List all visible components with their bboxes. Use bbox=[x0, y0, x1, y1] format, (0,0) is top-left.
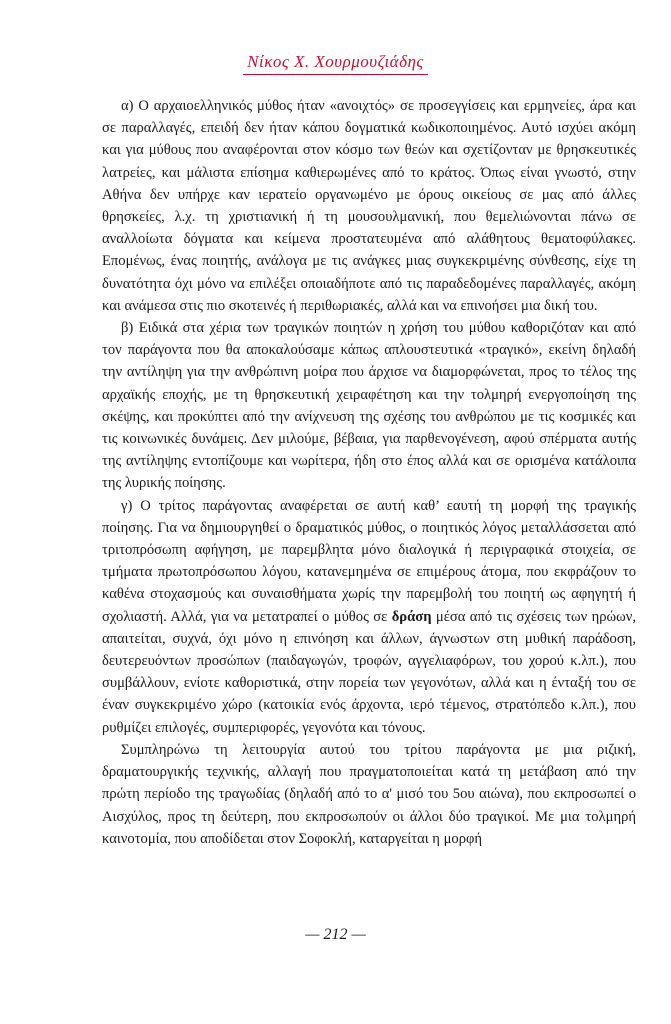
paragraph-c-text-before: γ) Ο τρίτος παράγοντας αναφέρεται σε αυτή καθ’ εαυτή τη μορφή της τραγικής ποίησης. Για να δημιουργηθεί ο δραματικός μύθος, ο ποιητικός λόγος μεταλλάσσεται από τριτοπρόσωπη αφήγηση, με παρεμβλητα μόνο διαλογικά ή περιγραφικά στοιχεία, σε τμήματα πρωτοπρόσωπου λόγου, κατανεμημένα σε επιμέρους άτομα, που εκφράζουν το καθένα στοχασμούς και συναισθήματα χωρίς την παρεμβολή του ποιητή ως αφηγητή ή σχολιαστή. Αλλά, για να μετατραπεί ο μύθος σε bbox=[102, 497, 636, 625]
paragraph-d: Συμπληρώνω τη λειτουργία αυτού του τρίτου παράγοντα με μια ριζική, δραματουργικής τεχνικής, αλλαγή που πραγματοποιείται κατά τη μετάβαση από την πρώτη περίοδο της τραγωδίας (δηλαδή από το α' μισό του 5ου αιώνα), που εκπροσωπεί ο Αισχύλος, προς τη δεύτερη, που εκπροσωπούν οι άλλοι δύο τραγικοί. Με μια τολμηρή καινοτομία, που αποδίδεται στον Σοφοκλή, καταργείται η μορφή bbox=[102, 741, 636, 847]
paragraph-c-text-after: μέσα από τις σχέσεις των ηρώων, απαιτείται, συχνά, όχι μόνο η επινόηση και άλλων, άγνωστων στη μυθική παράδοση, δευτερευόντων προσώπων (παιδαγωγών, τροφών, αγγελιαφόρων, του χορού κ.λπ.), που συμβάλλουν, ενίοτε καθοριστικά, στην πορεία των γεγονότων, αλλά και η ένταξή του σε έναν συγκεκριμένο χώρο (κατοικία ενός άρχοντα, ιερό τέμενος, στρατόπεδο κ.λπ.), που ρυθμίζει επιλογές, συμπεριφορές, γεγονότα και τόνους. bbox=[102, 608, 636, 736]
running-head bbox=[0, 52, 671, 75]
main-text bbox=[102, 95, 636, 850]
paragraph-b: β) Ειδικά στα χέρια των τραγικών ποιητών η χρήση του μύθου καθοριζόταν και από τον παράγοντα που θα αποκαλούσαμε κάπως απλουστευτικά «τραγικό», εκείνη δηλαδή την αντίληψη για την ανθρώπινη μοίρα που άρχισε να διαμορφώνεται, προς το τέλος της αρχαϊκής εποχής, με τη θρησκευτική χειραφέτηση και την τολμηρή ενεργοποίηση της σκέψης, και προκύπτει από την ανίχνευση της σχέσης του ανθρώπου με τις κοσμικές και τις κοινωνικές δυνάμεις. Δεν μιλούμε, βέβαια, για παρθενογένεση, αφού σπέρματα αυτής της αντίληψης εντοπίζουμε και νωρίτερα, ήδη στο έπος αλλά και σε ορισμένα κατάλοιπα της λυρικής ποίησης. bbox=[102, 320, 636, 492]
paragraph-c bbox=[102, 495, 636, 739]
bold-term: δράση bbox=[391, 608, 432, 625]
running-title: Νίκος Χ. Χουρμουζιάδης bbox=[243, 52, 428, 75]
page-number: — 212 — bbox=[305, 926, 366, 943]
paragraph-a: α) Ο αρχαιοελληνικός μύθος ήταν «ανοιχτός» σε προσεγγίσεις και ερμηνείες, άρα και σε παραλλαγές, επειδή δεν ήταν κάπου δογματικά κωδικοποιημένος. Αυτό ισχύει ακόμη και για μύθους που αναφέρονται στον κόσμο των θεών και σχετίζονταν με θρησκευτικές λατρείες, και μάλιστα επίσημα καθιερωμένες από το κράτος. Όπως είναι γνωστό, στην Αθήνα δεν υπήρχε καν ιερατείο οργανωμένο με όρους οικείους σε μας από άλλες θρησκείες, λ.χ. τη χριστιανική ή τη μουσουλμανική, που θεμελιώνονται πάνω σε αναλλοίωτα δόγματα και κείμενα προστατευμένα από αλάθητους θεματοφύλακες. Επομένως, ένας ποιητής, ανάλογα με τις ανάγκες μιας συγκεκριμένης σύνθεσης, είχε τη δυνατότητα όχι μόνο να επιλέξει οποιαδήποτε από τις παραδεδομένες παραλλαγές, ακόμη και ανάμεσα στις πιο σκοτεινές ή περιθωριακές, αλλά και να επινοήσει μια δική του. bbox=[102, 98, 636, 314]
